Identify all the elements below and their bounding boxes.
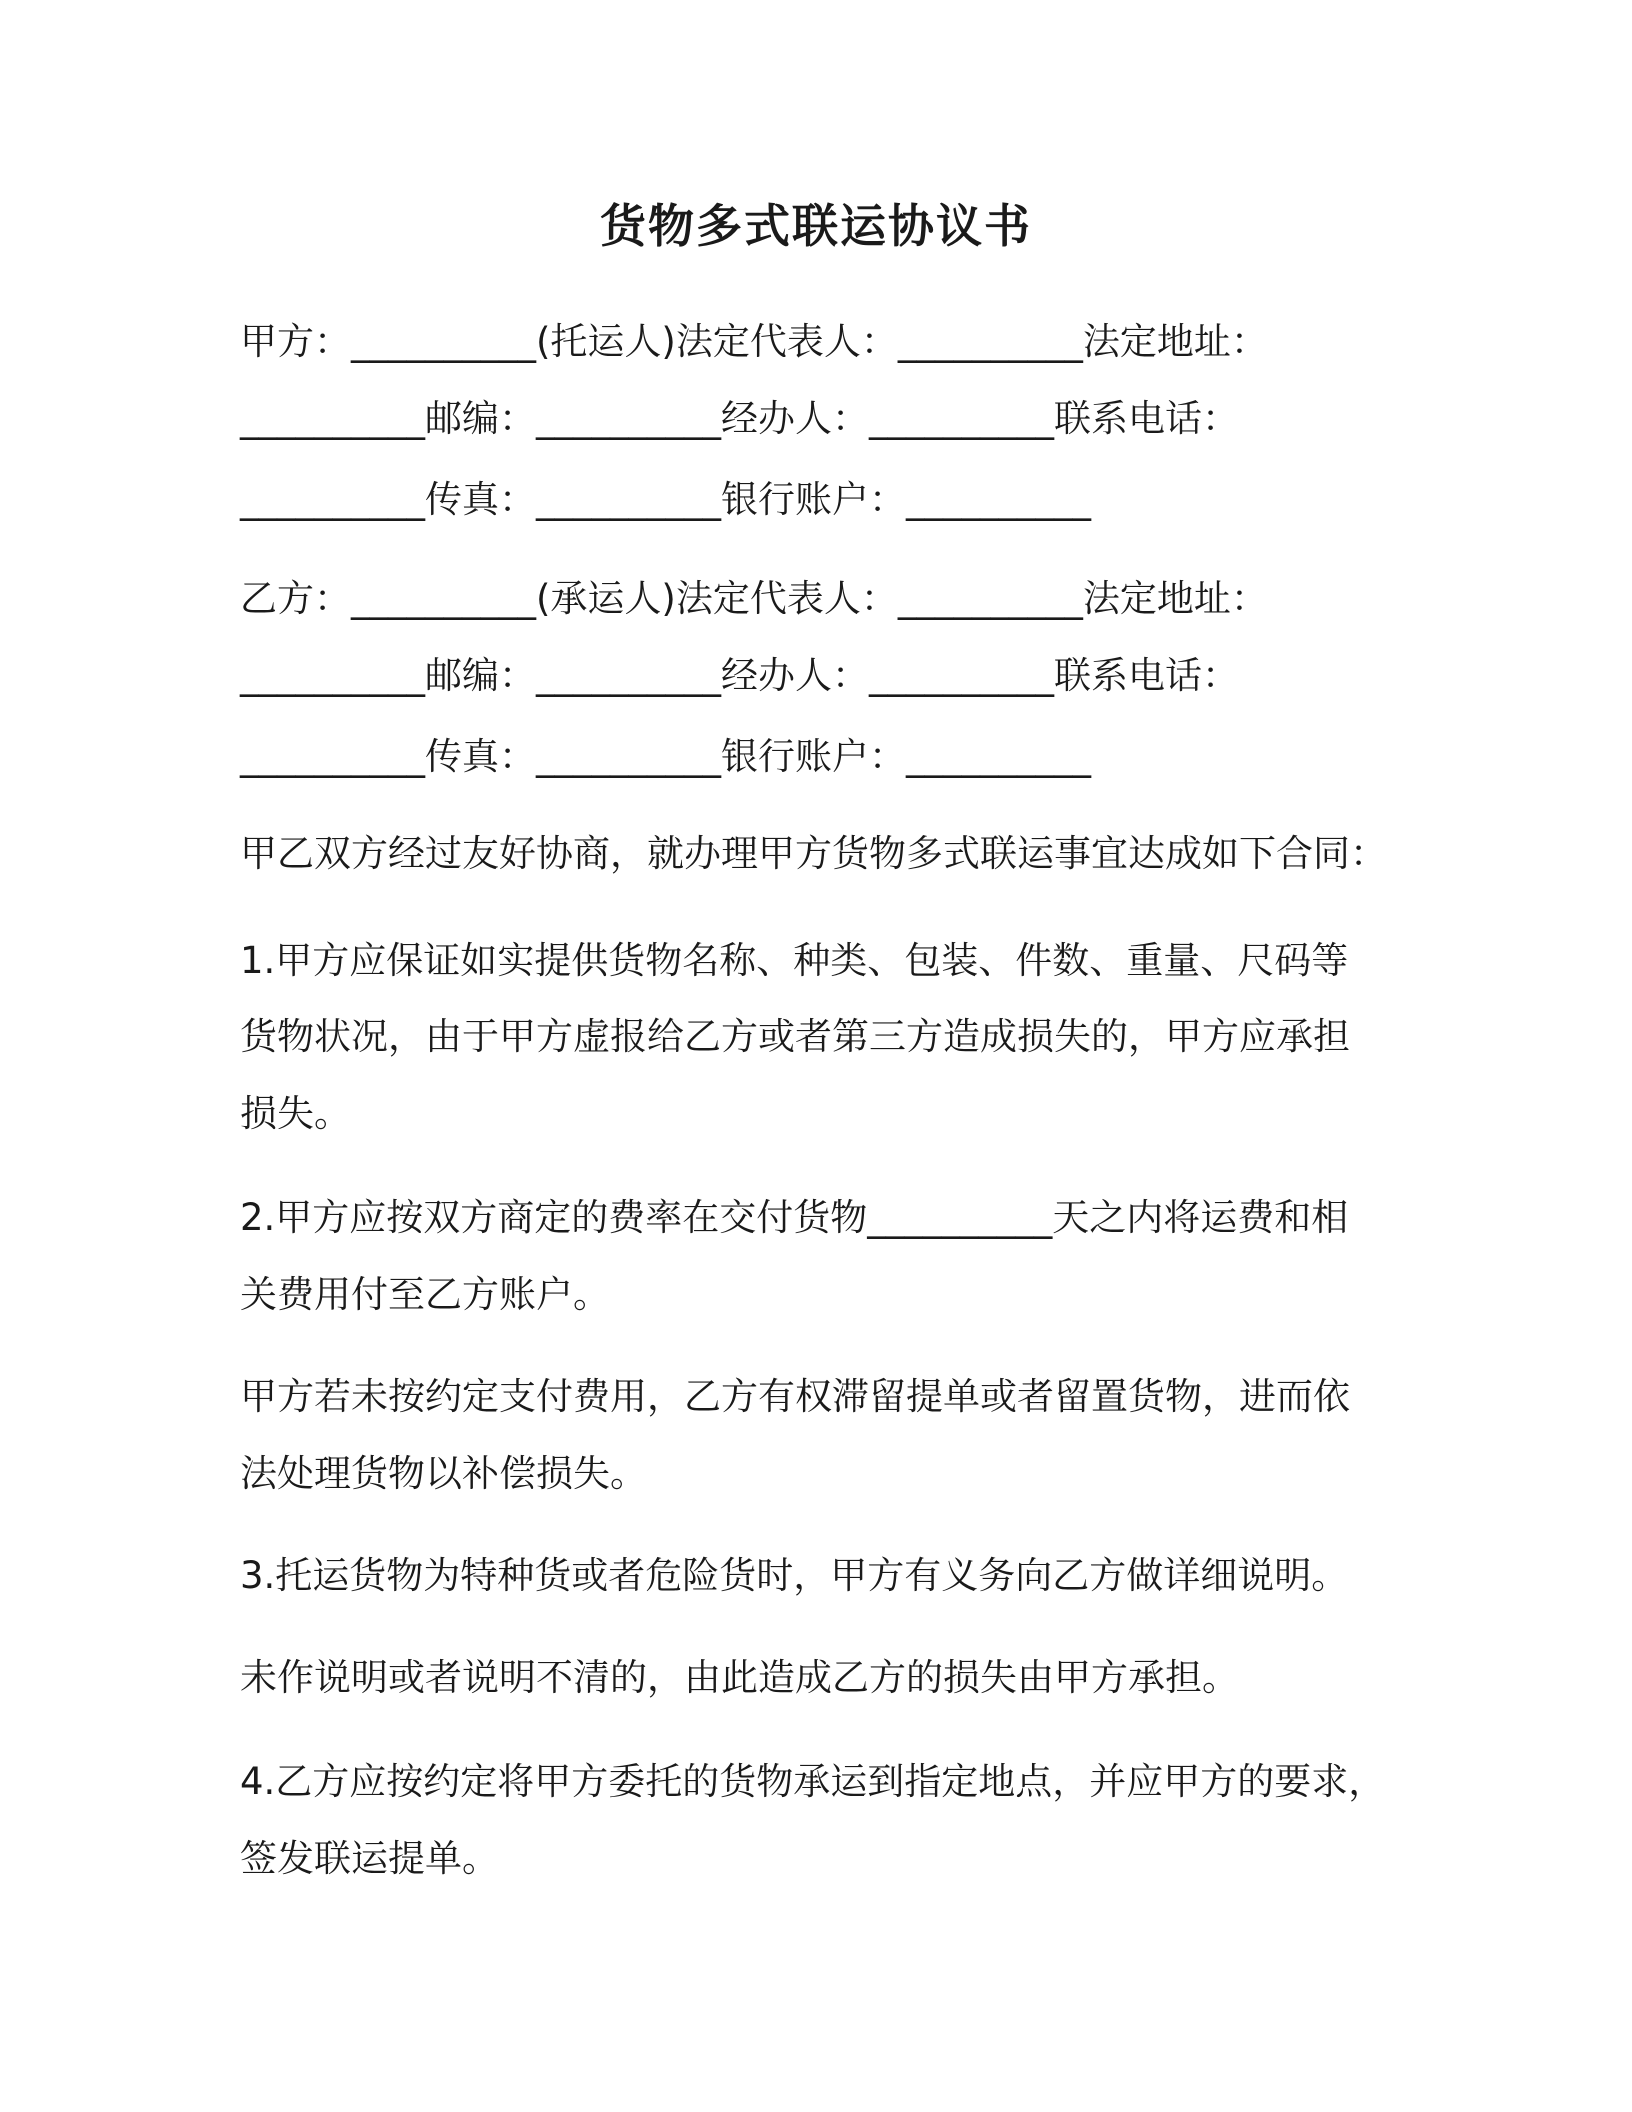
party-b-line-2: __________邮编：__________经办人：__________联系电话： [240,654,1239,697]
party-b-line-3: __________传真：__________银行账户：__________ [240,735,1091,778]
clause-2-note-line-1: 甲方若未按约定支付费用，乙方有权滞留提单或者留置货物，进而依 [240,1375,1350,1418]
party-b-line-1: 乙方：__________(承运人)法定代表人：__________法定地址： [240,577,1268,620]
clause-4-line-2: 签发联运提单。 [240,1837,499,1880]
clause-4-line-1: 4.乙方应按约定将甲方委托的货物承运到指定地点，并应甲方的要求， [240,1760,1386,1803]
clause-3-line-1: 3.托运货物为特种货或者危险货时，甲方有义务向乙方做详细说明。 [240,1554,1349,1597]
party-a-line-1: 甲方：__________(托运人)法定代表人：__________法定地址： [240,320,1268,363]
clause-2-line-2: 关费用付至乙方账户。 [240,1273,610,1316]
clause-2-line-1: 2.甲方应按双方商定的费率在交付货物__________天之内将运费和相 [240,1196,1349,1239]
clause-2-note-line-2: 法处理货物以补偿损失。 [240,1452,647,1495]
clause-3-note: 未作说明或者说明不清的，由此造成乙方的损失由甲方承担。 [240,1656,1239,1699]
party-a-line-2: __________邮编：__________经办人：__________联系电话： [240,397,1239,440]
document-title: 货物多式联运协议书 [600,199,1032,253]
party-a-line-3: __________传真：__________银行账户：__________ [240,478,1091,521]
clause-1-line-3: 损失。 [240,1092,351,1135]
preamble-paragraph: 甲乙双方经过友好协商，就办理甲方货物多式联运事宜达成如下合同： [240,832,1387,875]
clause-1-line-1: 1.甲方应保证如实提供货物名称、种类、包装、件数、重量、尺码等 [240,939,1349,982]
clause-1-line-2: 货物状况，由于甲方虚报给乙方或者第三方造成损失的，甲方应承担 [240,1015,1350,1058]
